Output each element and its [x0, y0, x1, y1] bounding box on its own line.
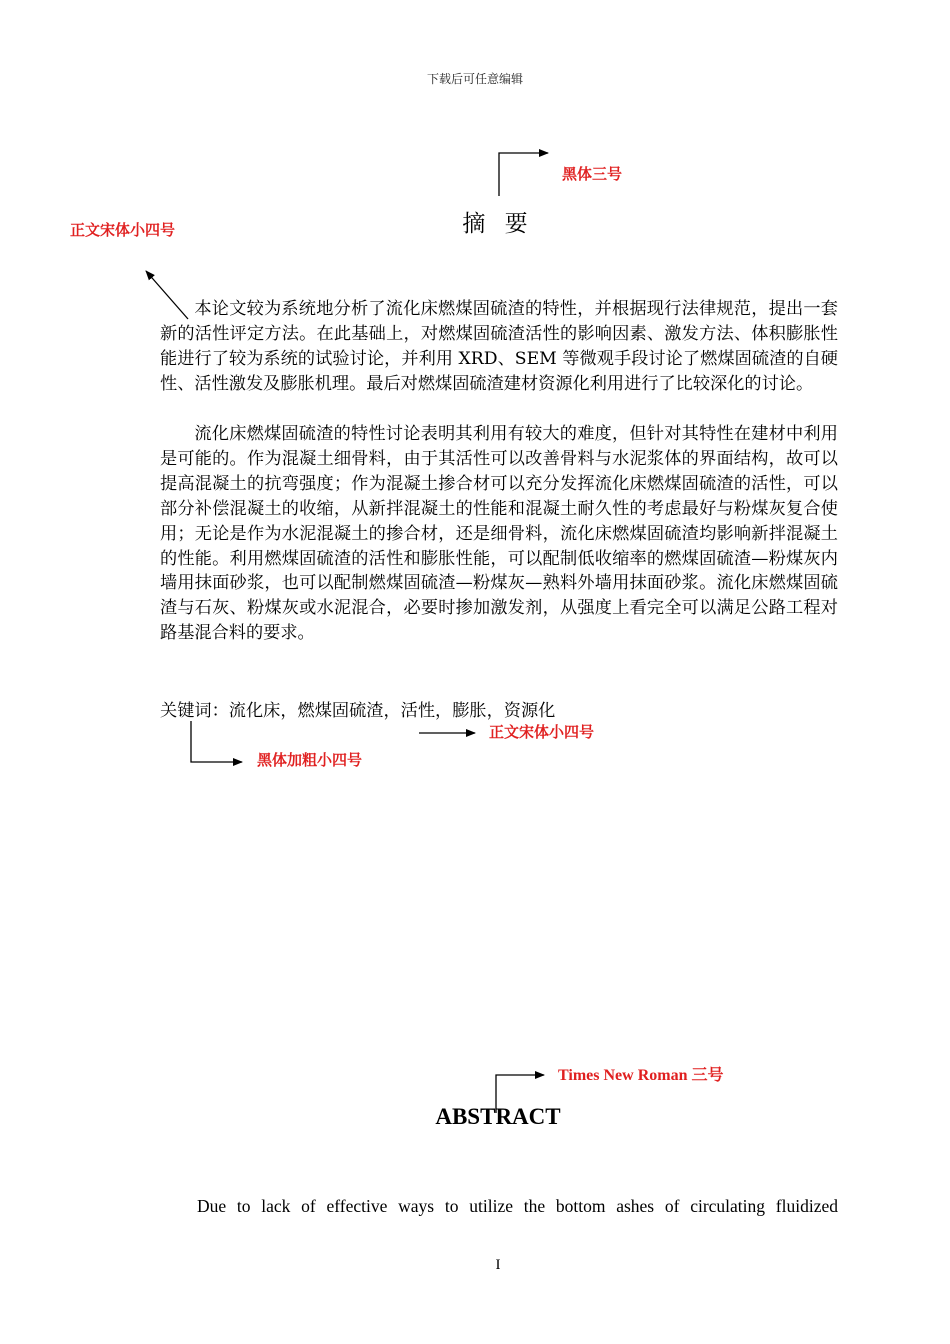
arrow-title-cn — [499, 153, 548, 196]
keywords-label: 关键词： — [160, 701, 229, 721]
annotation-title-font-en: Times New Roman 三号 — [558, 1067, 724, 1084]
abstract-en-first-line: Due to lack of effective ways to utilize the bottom ashes of circulating fluidized — [197, 1196, 838, 1216]
annotation-keywords-label-font: 黑体加粗小四号 — [257, 751, 363, 769]
keywords-line — [160, 696, 555, 721]
abstract-paragraph-2: 流化床燃煤固硫渣的特性讨论表明其利用有较大的难度，但针对其特性在建材中利用是可能的。作为混凝土细骨料，由于其活性可以改善骨料与水泥浆体的界面结构，故可以提高混凝土的抗弯强度；作为混凝土掺合材可以充分发挥流化床燃煤固硫渣的活性，可以部分补偿混凝土的收缩，从新拌混凝土的性能和混凝土耐久性的考虑最好与粉煤灰复合使用；无论是作为水泥混凝土的掺合材，还是细骨料，流化床燃煤固硫渣均影响新拌混凝土的性能。利用燃煤固硫渣的活性和膨胀性能，可以配制低收缩率的燃煤固硫渣—粉煤灰内墙用抹面砂浆，也可以配制燃煤固硫渣—粉煤灰—熟料外墙用抹面砂浆。流化床燃煤固硫渣与石灰、粉煤灰或水泥混合，必要时掺加激发剂，从强度上看完全可以满足公路工程对路基混合料的要求。 — [160, 424, 838, 644]
annotation-keywords-body-font: 正文宋体小四号 — [489, 723, 595, 741]
keywords-value: 流化床，燃煤固硫渣，活性，膨胀，资源化 — [228, 701, 556, 721]
annotation-title-font-cn: 黑体三号 — [562, 165, 623, 183]
abstract-title-en: ABSTRACT — [435, 1104, 561, 1129]
header-note: 下载后可任意编辑 — [426, 72, 523, 86]
abstract-paragraph-1: 本论文较为系统地分析了流化床燃煤固硫渣的特性，并根据现行法律规范，提出一套新的活性评定方法。在此基础上，对燃煤固硫渣活性的影响因素、激发方法、体积膨胀性能进行了较为系统的试验讨论，并利用 XRD、SEM 等微观手段讨论了燃煤固硫渣的自硬性、活性激发及膨胀机理。最后对燃煤固硫渣建材资源化利用进行了比较深化的讨论。 — [160, 299, 838, 394]
abstract-title-cn: 摘 要 — [462, 211, 534, 237]
annotation-body-font-left: 正文宋体小四号 — [70, 221, 176, 239]
page-number: I — [495, 1257, 501, 1273]
arrow-keywords-label — [191, 721, 242, 762]
